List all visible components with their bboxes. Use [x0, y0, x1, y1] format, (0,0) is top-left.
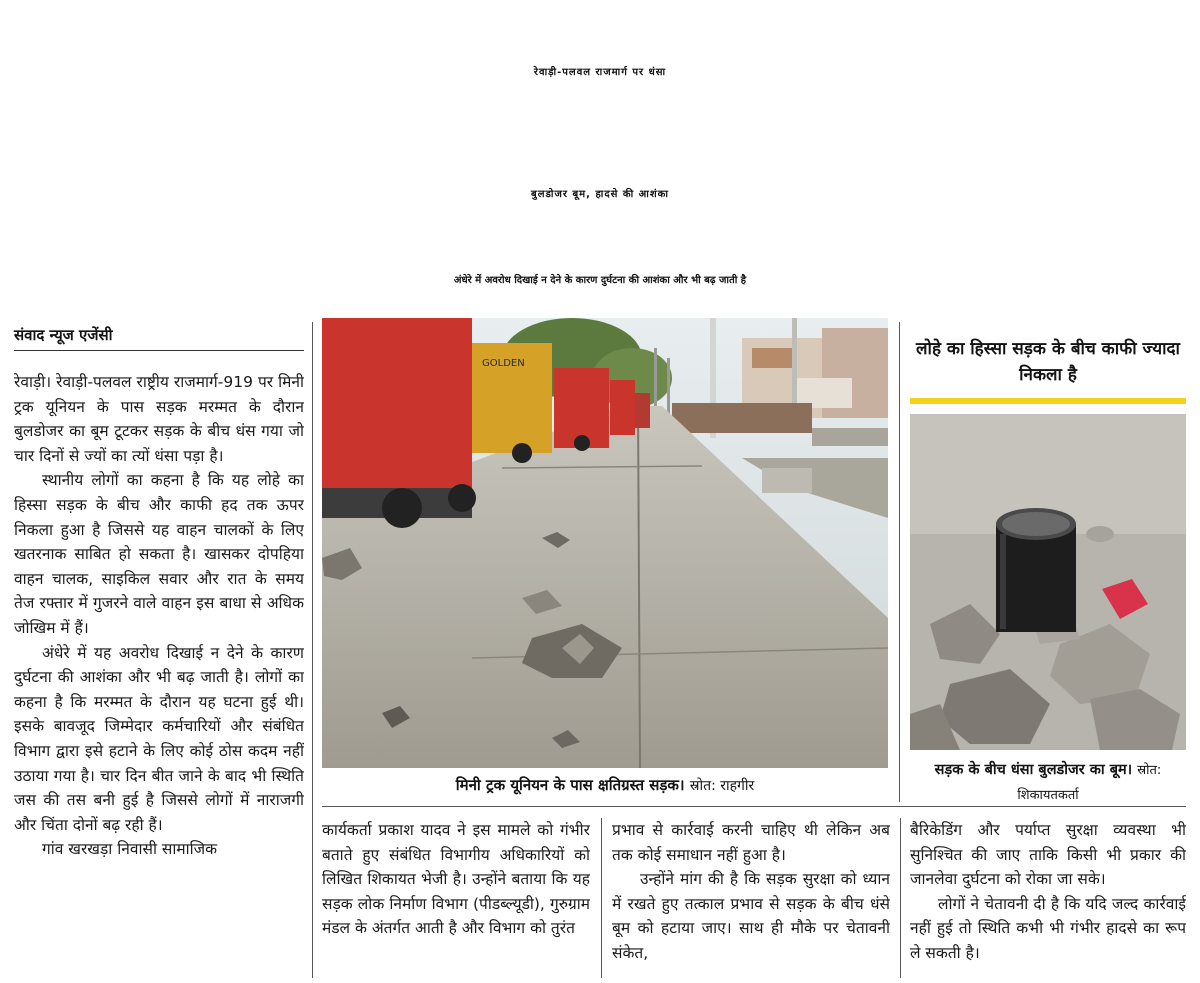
- byline-divider: [14, 350, 304, 351]
- main-photo-caption-text: मिनी ट्रक यूनियन के पास क्षतिग्रस्त सड़क।: [455, 776, 685, 794]
- column-divider: [900, 818, 901, 978]
- main-photo-source: स्रोत: राहगीर: [689, 778, 755, 794]
- subheadline: अंधेरे में अवरोध दिखाई न देने के कारण दुर्घटना की आशंका और भी बढ़ जाती है: [453, 275, 747, 286]
- article-column-bottom-2: [612, 818, 890, 978]
- highlight-bar: [910, 398, 1186, 404]
- headline-line-1: रेवाड़ी-पलवल राजमार्ग पर धंसा: [533, 67, 667, 78]
- truck-label: GOLDEN: [482, 358, 525, 369]
- article-paragraph: बैरिकेडिंग और पर्याप्त सुरक्षा व्यवस्था भी सुनिश्चित की जाए ताकि किसी भी प्रकार की जानलेवा दुर्घटना को रोका जा सके।: [910, 821, 1186, 889]
- byline: संवाद न्यूज एजेंसी: [14, 326, 113, 344]
- article-paragraph: स्थानीय लोगों का कहना है कि यह लोहे का हिस्सा सड़क के बीच और काफी हद तक ऊपर निकला हुआ है जिससे यह वाहन चालकों के लिए खतरनाक साबित हो सकता है। खासकर दोपहिया वाहन चालक, साइकिल सवार और रात के समय तेज रफ्तार में गुजरने वाले वाहन इस बाधा से अधिक जोखिम में हैं।: [14, 471, 304, 637]
- article-paragraph: लोगों ने चेतावनी दी है कि यदि जल्द कार्रवाई नहीं हुई तो स्थिति कभी भी गंभीर हादसे का रूप ले सकती है।: [910, 894, 1186, 962]
- damaged-road-photo: [322, 318, 888, 768]
- article-paragraph: उन्होंने मांग की है कि सड़क सुरक्षा को ध्यान में रखते हुए तत्काल प्रभाव से सड़क के बीच धंसे बूम को हटाया जाए। साथ ही मौके पर चेतावनी संकेत,: [612, 870, 890, 962]
- article-column-bottom-3: [910, 818, 1186, 978]
- article-paragraph: रेवाड़ी। रेवाड़ी-पलवल राष्ट्रीय राजमार्ग-919 पर मिनी ट्रक यूनियन के पास सड़क मरम्मत के दौरान बुलडोजर का बूम टूटकर सड़क के बीच धंस गया जो चार दिनों से ज्यों का त्यों धंसा पड़ा है।: [14, 373, 304, 465]
- article-paragraph: गांव खरखड़ा निवासी सामाजिक: [42, 840, 218, 859]
- article-paragraph: कार्यकर्ता प्रकाश यादव ने इस मामले को गंभीर बताते हुए संबंधित विभागीय अधिकारियों को लिखित शिकायत भेजी है। उन्होंने बताया कि यह सड़क लोक निर्माण विभाग (पीडब्ल्यूडी), गुरुग्राम मंडल के अंतर्गत आती है और विभाग को तुरंत: [322, 821, 590, 938]
- section-divider: [322, 806, 1186, 807]
- article-column-left: [14, 370, 304, 978]
- side-photo-title: लोहे का हिस्सा सड़क के बीच काफी ज्यादा निकला है: [916, 339, 1180, 385]
- column-divider: [601, 818, 602, 978]
- side-photo-source: स्रोत: शिकायतकर्ता: [1017, 763, 1162, 803]
- side-photo-caption-text: सड़क के बीच धंसा बुलडोजर का बूम।: [934, 762, 1133, 778]
- bulldozer-boom-photo: [910, 414, 1186, 750]
- article-paragraph: प्रभाव से कार्रवाई करनी चाहिए थी लेकिन अब तक कोई समाधान नहीं हुआ है।: [612, 821, 890, 864]
- headline-line-2: बुलडोजर बूम, हादसे की आशंका: [531, 189, 669, 200]
- main-photo-caption: [322, 770, 888, 800]
- side-photo-caption: [910, 758, 1186, 808]
- article-paragraph: अंधेरे में यह अवरोध दिखाई न देने के कारण दुर्घटना की आशंका और भी बढ़ जाती है। लोगों का कहना है कि मरम्मत के दौरान यह घटना हुई थी। इसके बावजूद जिम्मेदार कर्मचारियों और संबंधित विभाग द्वारा इसे हटाने के लिए कोई ठोस कदम नहीं उठाया गया है। चार दिन बीत जाने के बाद भी स्थिति जस की तस बनी हुई है जिससे लोगों में नाराजगी और चिंता दोनों बढ़ रही हैं।: [14, 643, 304, 834]
- article-column-bottom-1: [322, 818, 590, 978]
- column-divider: [899, 322, 900, 802]
- column-divider: [312, 322, 313, 978]
